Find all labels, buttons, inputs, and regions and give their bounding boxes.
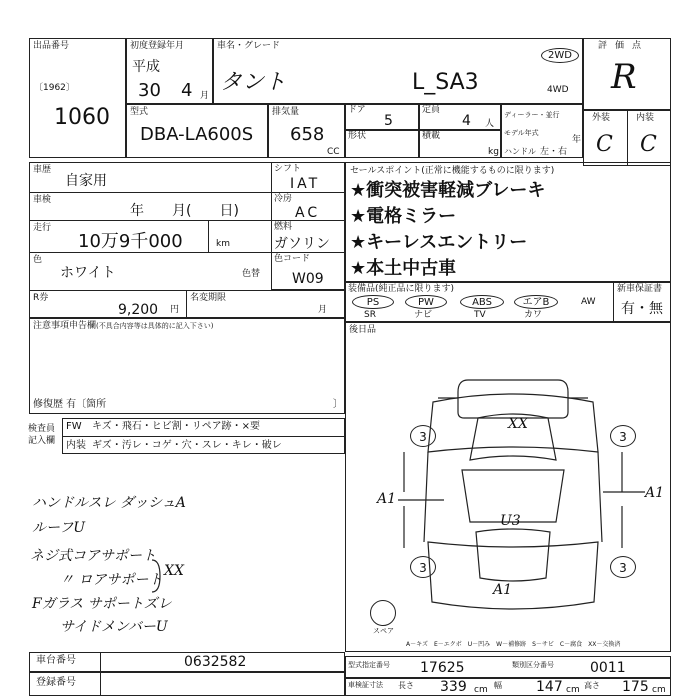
reg-year: 30 [138,80,161,101]
month-unit: 月 [200,91,210,101]
handwritten-note-5: Fガラス サポートズレ [32,596,172,612]
usage: 自家用 [65,173,107,189]
inspection-value: 年 月( 日) [130,203,239,219]
width-label: 幅 [494,681,502,690]
color-code: W09 [292,271,324,287]
diagram-mark-a1-left: A1 [377,491,397,507]
interior-grade: C [640,132,657,157]
diagram-legend: A－キズ E－エクボ U－凹み W－補修跡 S－サビ C－腐食 XX－交換済 [406,641,621,648]
width-unit: cm [566,685,580,695]
era: 平成 [132,59,160,75]
row-line [62,436,345,437]
spare-tire-icon [370,600,396,626]
equip-navi: ナビ [414,310,433,320]
length: 339 [440,679,467,695]
size-label: 車検証寸法 [348,681,383,689]
reg-divider [100,672,101,696]
chassis-label: 車台番号 [36,655,76,666]
handle-value: 左・右 [540,147,568,157]
model: DBA-LA600S [140,124,254,145]
mileage-label: 走行 [33,223,52,233]
dealer-label: ディーラー・並行 [504,111,560,119]
load-label: 積載 [422,131,441,141]
row-line [271,252,345,253]
deadline-label: 名変期限 [190,293,227,303]
diagram-mark-u3: U3 [500,513,521,529]
model-label: 型式 [130,107,149,117]
repair-close: 〕 [333,399,343,410]
warranty-divider [613,282,614,322]
yen: 円 [170,305,180,315]
note-bracket [150,558,166,594]
row-line [271,220,345,221]
year-unit: 年 [572,135,582,145]
height-unit: cm [652,685,666,695]
handle-label: ハンドル [504,147,536,156]
lot-sub: 〔1962〕 [34,83,75,93]
reg-label: 登録番号 [36,677,76,688]
recycle-amount: 9,200 [118,302,159,318]
inspector-ext-items: キズ・飛石・ヒビ割・リペア跡・×要 [92,421,260,432]
diagram-mark-3-bl: 3 [410,556,436,578]
height-label: 高さ [584,681,600,690]
interior-label: 内装 [636,113,655,123]
km: km [216,239,230,249]
reg-box [29,672,345,696]
ac: AC [295,205,321,221]
warranty-label: 新車保証書 [617,284,663,294]
width: 147 [536,679,563,695]
color-change-label: 色替 [242,269,261,279]
drive-2wd: 2WD [541,48,579,63]
chassis-number: 0632582 [184,654,247,670]
usage-label: 車歴 [33,165,52,175]
length-label: 長さ [398,681,414,690]
deadline-month: 月 [318,305,328,315]
sales-point-1: ★衝突被害軽減ブレーキ [350,180,546,201]
lot-number: 1060 [54,105,110,130]
exterior-label: 外装 [592,113,611,123]
equip-ps: PS [352,295,394,309]
seats-label: 定員 [422,105,441,115]
displacement: 658 [290,124,325,145]
equip-leather: カワ [524,310,543,320]
shape-label: 形状 [348,131,367,141]
shift: IAT [290,176,321,192]
notes-label: 注意事項申告欄 [33,321,97,331]
first-reg-label: 初度登録年月 [130,41,185,51]
fuel-label: 燃料 [274,222,293,232]
deadline-divider [186,290,187,318]
row-line [29,220,271,221]
eval-label: 評価点 [598,41,650,51]
handwritten-note-6: サイドメンバーU [60,619,168,635]
sales-points-header: セールスポイント(正常に機能するものに限ります) [350,166,555,176]
arrow-left [398,494,446,506]
color-code-label: 色コード [274,254,311,264]
diagram-mark-a1-bottom: A1 [493,582,513,598]
handwritten-note-3: ネジ式コアサポート [30,548,156,564]
inspection-label: 車検 [33,195,52,205]
sales-point-3: ★キーレスエントリー [350,232,528,253]
inspector-fw: FW [66,421,82,432]
model-year-label: モデル年式 [504,129,539,137]
displacement-label: 排気量 [272,107,300,117]
inspector-label: 検査員記入欄 [28,424,56,446]
handwritten-note-1: ハンドルスレ ダッシュA [32,495,186,511]
drive-4wd: 4WD [547,85,569,95]
lot-box [29,38,126,158]
row-line [29,192,271,193]
mileage: 10万9千000 [78,231,183,252]
doors: 5 [384,113,393,129]
reg-month: 4 [181,80,193,101]
spare-label: スペア [373,627,394,635]
class-no-label: 類別区分番号 [512,661,554,669]
diagram-mark-3-br: 3 [610,556,636,578]
car-name-label: 車名・グレード [217,41,281,51]
row-line [29,290,345,291]
kg: kg [488,147,499,157]
sales-point-4: ★本土中古車 [350,258,457,279]
color-label: 色 [33,255,43,265]
equip-aw: AW [581,297,596,307]
equip-sr: SR [364,310,376,320]
height: 175 [622,679,649,695]
recycle-label: R券 [33,293,49,303]
fuel: ガソリン [274,236,330,252]
rear-label: 後日品 [349,325,377,335]
diagram-mark-3-tl: 3 [410,425,436,447]
color: ホワイト [60,265,116,281]
equip-tv: TV [474,310,486,320]
diagram-mark-xx: XX [508,416,528,432]
grade: L_SA3 [412,70,479,95]
handwritten-note-xx: XX [164,563,184,579]
inspector-int-items: ギズ・汚レ・コゲ・穴・スレ・キレ・破レ [92,440,282,451]
type-no-label: 型式指定番号 [348,661,390,669]
notes-sub: (不具合内容等は具体的に記入下さい) [96,322,214,330]
cc: CC [327,147,340,157]
arrow-right [603,486,647,498]
shift-label: シフト [274,164,302,174]
ac-label: 冷房 [274,194,293,204]
warranty-value: 有・無 [621,301,663,317]
exterior-grade: C [596,132,613,157]
equip-pw: PW [405,295,447,309]
chassis-divider [100,652,101,672]
handwritten-note-2: ルーフU [32,520,86,536]
lot-label: 出品番号 [33,41,70,51]
inspector-int-label: 内装 [66,440,86,451]
equip-abs: ABS [460,295,504,309]
row-line [29,252,271,253]
km-divider [208,220,209,252]
equipment-label: 装備品(純正品に限ります) [348,284,455,294]
seats-unit: 人 [485,119,495,129]
row-line [271,192,345,193]
repair-label: 修復歴 有〔箇所 [33,399,107,410]
ext-int-divider [627,110,628,166]
car-name: タント [220,70,287,95]
equip-airbag: エアB [514,295,558,309]
diagram-mark-a1-right: A1 [645,485,665,501]
eval-score: R [611,57,637,97]
class-no: 0011 [590,660,626,676]
length-unit: cm [474,685,488,695]
doors-label: ドア [348,105,366,115]
handwritten-note-4: 〃 ロアサポート [60,572,163,588]
seats: 4 [462,113,471,129]
sales-point-2: ★電格ミラー [350,206,457,227]
type-no: 17625 [420,660,465,676]
diagram-mark-3-tr: 3 [610,425,636,447]
